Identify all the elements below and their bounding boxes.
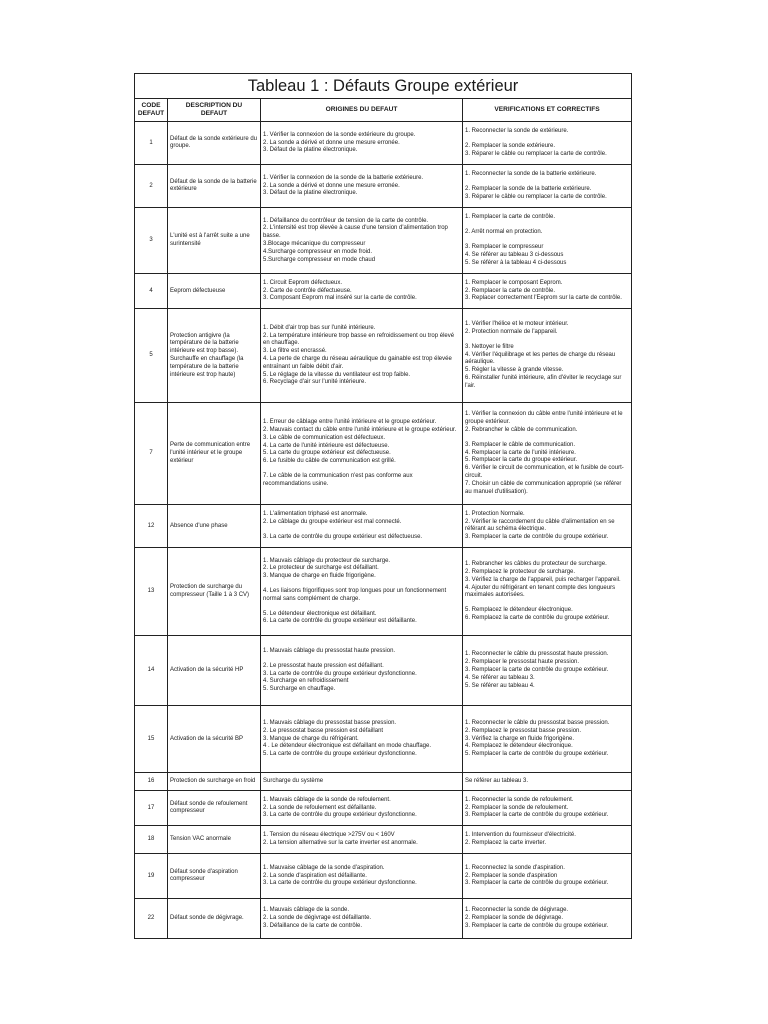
table-row bbox=[135, 505, 632, 548]
origin-line: 2. L'intensité est trop élevée à cause d'une tension d'alimentation trop basse. bbox=[263, 225, 448, 240]
origin-line: 2. La sonde d'aspiration est défaillante. bbox=[263, 872, 367, 879]
fault-origins bbox=[261, 403, 463, 505]
fault-origins bbox=[261, 899, 463, 939]
table-row bbox=[135, 165, 632, 208]
origin-line: 5. La carte du groupe extérieur est défectueuse. bbox=[263, 450, 391, 457]
verification-line: 2. Remplacer la sonde extérieure. bbox=[465, 143, 556, 150]
fault-description: Activation de la sécurité HP bbox=[168, 636, 261, 706]
fault-verifications bbox=[463, 706, 632, 773]
table-body bbox=[135, 122, 632, 939]
fault-description: Eeprom défectueuse bbox=[168, 274, 261, 309]
fault-verifications bbox=[463, 505, 632, 548]
origin-line: Surcharge du système bbox=[263, 778, 324, 785]
fault-code: 22 bbox=[135, 899, 168, 939]
verification-line: 4. Se référer au tableau 3 ci-dessous bbox=[465, 251, 564, 258]
origin-line: 4. La carte de l'unité intérieure est défectueuse. bbox=[263, 442, 390, 449]
fault-verifications bbox=[463, 899, 632, 939]
verification-line: 2. Remplacer la sonde de refoulement. bbox=[465, 804, 569, 811]
fault-verifications bbox=[463, 773, 632, 791]
fault-code: 15 bbox=[135, 706, 168, 773]
verification-line: 6. Vérifier le circuit de communication, et le fusible de court-circuit. bbox=[465, 465, 624, 480]
fault-origins bbox=[261, 706, 463, 773]
verification-line: 3. Remplacer le compresseur bbox=[465, 244, 544, 251]
verification-line: 6. Réinstaller l'unité intérieure, afin d'éviter le recyclage sur l'air. bbox=[465, 375, 622, 389]
fault-description: Protection antigivre (la température de la batterie intérieure est trop basse). Surchauffe en chauffage (la température de la batterie intérieure est trop haute) bbox=[168, 309, 261, 403]
verification-line: 5. Remplacez le détendeur électronique. bbox=[465, 607, 573, 614]
fault-description: Activation de la sécurité BP bbox=[168, 706, 261, 773]
origin-line: 1. Mauvais câblage du pressostat basse pression. bbox=[263, 719, 397, 726]
origin-line: 3. Défaut de la platine électronique. bbox=[263, 190, 358, 197]
verification-line: 3. Remplacer la carte de contrôle du groupe extérieur. bbox=[465, 667, 609, 674]
fault-description: Perte de communication entre l'unité intérieur et le groupe extérieur bbox=[168, 403, 261, 505]
verification-line: 1. Rebrancher les câbles du protecteur de surcharge. bbox=[465, 561, 607, 568]
fault-origins bbox=[261, 636, 463, 706]
verification-line: 1. Vérifier l'hélice et le moteur intérieur. bbox=[465, 321, 569, 328]
header-verifications: VERIFICATIONS ET CORRECTIFS bbox=[463, 99, 632, 122]
fault-origins bbox=[261, 548, 463, 636]
header-row bbox=[135, 99, 632, 122]
origin-line: 1. Vérifier la connexion de la sonde extérieure du groupe. bbox=[263, 131, 416, 138]
fault-verifications bbox=[463, 403, 632, 505]
verification-line: 3. Remplacer la carte de contrôle du groupe extérieur. bbox=[465, 812, 609, 819]
origin-line: 2. La sonde de dégivrage est défaillante. bbox=[263, 915, 372, 922]
origin-line: 1. Défaillance du contrôleur de tension de la carte de contrôle. bbox=[263, 217, 429, 224]
verification-line: 1. Vérifier la connexion du câble entre l'unité intérieure et le groupe extérieur. bbox=[465, 411, 623, 426]
fault-verifications bbox=[463, 636, 632, 706]
origin-line: 1. Mauvais câblage de la sonde. bbox=[263, 907, 350, 914]
origin-line: 3. La carte de contrôle du groupe extérieur dysfonctionne. bbox=[263, 812, 417, 819]
fault-description: Absence d'une phase bbox=[168, 505, 261, 548]
origin-line: 4. Les liaisons frigorifiques sont trop longues pour un fonctionnement normal sans complément de charge. bbox=[263, 588, 447, 602]
origin-line: 2. Le pressostat haute pression est défaillant. bbox=[263, 662, 384, 669]
origin-line: 3. Défaillance de la carte de contrôle. bbox=[263, 922, 363, 929]
verification-line: 2. Remplacer la sonde de dégivrage. bbox=[465, 915, 564, 922]
verification-line: 1. Remplacer le composant Eeprom. bbox=[465, 279, 563, 286]
verification-line: 1. Reconnecter la sonde de dégivrage. bbox=[465, 907, 569, 914]
verification-line: 3. Remplacer la carte de contrôle du groupe extérieur. bbox=[465, 880, 609, 887]
table-row bbox=[135, 826, 632, 854]
origin-line: 3. Le filtre est encrassé. bbox=[263, 348, 327, 355]
verification-line: 1. Reconnecter le câble du pressostat basse pression. bbox=[465, 719, 610, 726]
verification-line: 3. Remplacer le câble de communication. bbox=[465, 441, 576, 448]
origin-line: 7. Le câble de la communication n'est pas conforme aux recommandations usine. bbox=[263, 473, 413, 487]
origin-line: 2. La sonde a dérivé et donne une mesure erronée. bbox=[263, 182, 400, 189]
fault-code: 3 bbox=[135, 208, 168, 274]
fault-code: 17 bbox=[135, 791, 168, 826]
verification-line: 3. Remplacer la carte de contrôle du groupe extérieur. bbox=[465, 534, 609, 541]
verification-line: 4. Se référer au tableau 3. bbox=[465, 674, 535, 681]
table-row bbox=[135, 403, 632, 505]
table-row bbox=[135, 899, 632, 939]
table-row bbox=[135, 773, 632, 791]
origin-line: 5. Le réglage de la vitesse du ventilateur est trop faible. bbox=[263, 371, 411, 378]
verification-line: 5. Remplacer la carte du groupe extérieur. bbox=[465, 457, 578, 464]
header-code: CODE DEFAUT bbox=[135, 99, 168, 122]
fault-code: 14 bbox=[135, 636, 168, 706]
origin-line: 1. Mauvais câblage de la sonde de refoulement. bbox=[263, 796, 391, 803]
fault-description: Défaut de la sonde de la batterie extérieure bbox=[168, 165, 261, 208]
verification-line: 5. Se référer au tableau 4. bbox=[465, 682, 535, 689]
origin-line: 1. Circuit Eeprom défectueux. bbox=[263, 279, 343, 286]
origin-line: 3.Blocage mécanique du compresseur bbox=[263, 240, 366, 247]
origin-line: 3. Composant Eeprom mal inséré sur la carte de contrôle. bbox=[263, 295, 417, 302]
table-row bbox=[135, 122, 632, 165]
origin-line: 5. La carte de contrôle du groupe extérieur dysfonctionne. bbox=[263, 751, 417, 758]
fault-code: 1 bbox=[135, 122, 168, 165]
table-row bbox=[135, 309, 632, 403]
fault-description: L'unité est à l'arrêt suite a une surintensité bbox=[168, 208, 261, 274]
fault-verifications bbox=[463, 165, 632, 208]
verification-line: 2. Remplacez la carte inverter. bbox=[465, 839, 547, 846]
fault-description: Protection de surcharge en froid bbox=[168, 773, 261, 791]
verification-line: 3. Vérifiez la charge en fluide frigorigène. bbox=[465, 735, 575, 742]
verification-line: 3. Replacer correctement l'Eeprom sur la carte de contrôle. bbox=[465, 295, 622, 302]
origin-line: 1. Erreur de câblage entre l'unité intérieure et le groupe extérieur. bbox=[263, 419, 437, 426]
verification-line: 2. Remplacer la sonde d'aspiration bbox=[465, 872, 558, 879]
fault-code: 19 bbox=[135, 854, 168, 899]
origin-line: 3. Manque de charge en fluide frigorigène. bbox=[263, 573, 376, 580]
verification-line: 3. Nettoyer le filtre bbox=[465, 343, 514, 350]
origin-line: 3. La carte de contrôle du groupe extérieur dysfonctionne. bbox=[263, 880, 417, 887]
fault-origins bbox=[261, 165, 463, 208]
origin-line: 1. Vérifier la connexion de la sonde de la batterie extérieure. bbox=[263, 174, 424, 181]
verification-line: 4. Remplacer la carte de l'unité intérieure. bbox=[465, 449, 576, 456]
fault-verifications bbox=[463, 854, 632, 899]
fault-code: 12 bbox=[135, 505, 168, 548]
verification-line: 2. Arrêt normal en protection. bbox=[465, 229, 543, 236]
table-row bbox=[135, 636, 632, 706]
verification-line: 1. Reconnectez la sonde d'aspiration. bbox=[465, 864, 565, 871]
origin-line: 2. Carte de contrôle défectueuse. bbox=[263, 287, 352, 294]
fault-origins bbox=[261, 791, 463, 826]
fault-table bbox=[134, 73, 632, 939]
verification-line: 3. Remplacer la carte de contrôle du groupe extérieur. bbox=[465, 922, 609, 929]
origin-line: 3. Défaut de la platine électronique. bbox=[263, 147, 358, 154]
header-description: DESCRIPTION DU DEFAUT bbox=[168, 99, 261, 122]
fault-code: 5 bbox=[135, 309, 168, 403]
origin-line: 5. Le détendeur électronique est défaillant. bbox=[263, 610, 377, 617]
origin-line: 3. Le câble de communication est défectueux. bbox=[263, 434, 386, 441]
fault-code: 18 bbox=[135, 826, 168, 854]
fault-origins bbox=[261, 505, 463, 548]
fault-description: Tension VAC anormale bbox=[168, 826, 261, 854]
fault-origins bbox=[261, 122, 463, 165]
verification-line: 2. Remplacer la sonde de la batterie extérieure. bbox=[465, 186, 592, 193]
fault-origins bbox=[261, 309, 463, 403]
table-row bbox=[135, 274, 632, 309]
origin-line: 3. La carte de contrôle du groupe extérieur est défectueuse. bbox=[263, 533, 423, 540]
origin-line: 2. Le pressostat basse pression est défaillant bbox=[263, 727, 384, 734]
verification-line: 2. Remplacer le pressostat haute pression. bbox=[465, 659, 580, 666]
origin-line: 2. La sonde de refoulement est défaillante. bbox=[263, 804, 377, 811]
verification-line: 2. Rebrancher le câble de communication. bbox=[465, 427, 578, 434]
fault-description: Défaut sonde de refoulement compresseur bbox=[168, 791, 261, 826]
origin-line: 6. Recyclage d'air sur l'unité intérieure. bbox=[263, 379, 367, 386]
fault-verifications bbox=[463, 208, 632, 274]
table-row bbox=[135, 854, 632, 899]
fault-verifications bbox=[463, 274, 632, 309]
origin-line: 2. Le câblage du groupe extérieur est mal connecté. bbox=[263, 519, 402, 526]
fault-origins bbox=[261, 274, 463, 309]
fault-verifications bbox=[463, 309, 632, 403]
verification-line: 4. Ajouter du réfrigérant en tenant compte des longueurs maximales autorisées. bbox=[465, 584, 616, 599]
verification-line: 2. Vérifier le raccordement du câble d'alimentation en se référant au schéma électrique. bbox=[465, 518, 615, 533]
verification-line: 1. Reconnecter le câble du pressostat haute pression. bbox=[465, 651, 609, 658]
verification-line: 2. Remplacer la carte de contrôle. bbox=[465, 287, 556, 294]
origin-line: 2. La tension alternative sur la carte inverter est anormale. bbox=[263, 839, 418, 846]
origin-line: 4 . Le détendeur électronique est défaillant en mode chauffage. bbox=[263, 743, 432, 750]
fault-code: 13 bbox=[135, 548, 168, 636]
origin-line: 4. La perte de charge du réseau aéraulique du gainable est trop élevée entraînant un faible débit d'air. bbox=[263, 355, 452, 370]
fault-code: 7 bbox=[135, 403, 168, 505]
verification-line: 2. Protection normale de l'appareil. bbox=[465, 329, 558, 336]
origin-line: 1. Débit d'air trop bas sur l'unité intérieure. bbox=[263, 324, 376, 331]
fault-description: Défaut sonde de dégivrage. bbox=[168, 899, 261, 939]
verification-line: 5. Remplacer la carte de contrôle du groupe extérieur. bbox=[465, 751, 609, 758]
origin-line: 1. L'alimentation triphasé est anormale. bbox=[263, 511, 368, 518]
origin-line: 6. La carte de contrôle du groupe extérieur est défaillante. bbox=[263, 618, 417, 625]
table-row bbox=[135, 208, 632, 274]
fault-verifications bbox=[463, 791, 632, 826]
verification-line: 1. Reconnecter la sonde de refoulement. bbox=[465, 796, 574, 803]
origin-line: 1. Mauvais câblage du pressostat haute pression. bbox=[263, 647, 396, 654]
fault-origins bbox=[261, 773, 463, 791]
fault-code: 4 bbox=[135, 274, 168, 309]
verification-line: 3. Réparer le câble ou remplacer la carte de contrôle. bbox=[465, 150, 607, 157]
fault-code: 16 bbox=[135, 773, 168, 791]
origin-line: 1. Mauvaise câblage de la sonde d'aspiration. bbox=[263, 864, 385, 871]
origin-line: 3. La carte de contrôle du groupe extérieur dysfonctionne. bbox=[263, 670, 417, 677]
verification-line: 5. Se référer à la tableau 4 ci-dessous bbox=[465, 259, 567, 266]
origin-line: 2. La température intérieure trop basse en refroidissement ou trop élevé en chauffage. bbox=[263, 332, 455, 347]
fault-description: Défaut de la sonde extérieure du groupe. bbox=[168, 122, 261, 165]
origin-line: 4. Surcharge en refroidissement bbox=[263, 678, 349, 685]
verification-line: 3. Vérifiez la charge de l'appareil, puis recharger l'appareil. bbox=[465, 576, 621, 583]
verification-line: 4. Remplacez le détendeur électronique. bbox=[465, 743, 573, 750]
fault-code: 2 bbox=[135, 165, 168, 208]
verification-line: 6. Remplacez la carte de contrôle du groupe extérieur. bbox=[465, 614, 610, 621]
verification-line: 7. Choisir un câble de communication approprié (se référer au manuel d'utilisation). bbox=[465, 480, 622, 495]
verification-line: 2. Remplacez le pressostat basse pression. bbox=[465, 727, 582, 734]
origin-line: 5.Surcharge compresseur en mode chaud bbox=[263, 256, 376, 263]
origin-line: 5. Surcharge en chauffage. bbox=[263, 686, 336, 693]
fault-description: Défaut sonde d'aspiration compresseur bbox=[168, 854, 261, 899]
table-row bbox=[135, 706, 632, 773]
origin-line: 1. Tension du réseau électrique >275V ou < 160V bbox=[263, 832, 395, 839]
verification-line: 1. Intervention du fournisseur d'électricité. bbox=[465, 832, 576, 839]
fault-table-sheet bbox=[134, 73, 631, 939]
verification-line: 4. Vérifier l'équilibrage et les pertes de charge du réseau aéraulique. bbox=[465, 351, 616, 366]
table-row bbox=[135, 791, 632, 826]
verification-line: 3. Réparer le câble ou remplacer la carte de contrôle. bbox=[465, 193, 607, 200]
origin-line: 4.Surcharge compresseur en mode froid. bbox=[263, 248, 373, 255]
table-title: Tableau 1 : Défauts Groupe extérieur bbox=[135, 74, 632, 99]
fault-verifications bbox=[463, 826, 632, 854]
fault-verifications bbox=[463, 548, 632, 636]
verification-line: 1. Reconnecter la sonde de extérieure. bbox=[465, 128, 569, 135]
origin-line: 1. Mauvais câblage du protecteur de surcharge. bbox=[263, 557, 391, 564]
verification-line: 1. Protection Normale. bbox=[465, 510, 525, 517]
verification-line: 1. Reconnecter la sonde de la batterie extérieure. bbox=[465, 171, 597, 178]
verification-line: 1. Remplacer la carte de contrôle. bbox=[465, 214, 556, 221]
verification-line: 5. Régler la vitesse à grande vitesse. bbox=[465, 367, 564, 374]
fault-description: Protection de surcharge du compresseur (Taille 1 à 3 CV) bbox=[168, 548, 261, 636]
fault-origins bbox=[261, 208, 463, 274]
fault-origins bbox=[261, 826, 463, 854]
origin-line: 3. Manque de charge du réfrigérant. bbox=[263, 735, 359, 742]
table-row bbox=[135, 548, 632, 636]
verification-line: Se référer au tableau 3. bbox=[465, 778, 529, 785]
fault-verifications bbox=[463, 122, 632, 165]
origin-line: 2. Mauvais contact du câble entre l'unité intérieure et le groupe extérieur. bbox=[263, 427, 457, 434]
fault-origins bbox=[261, 854, 463, 899]
header-origins: ORIGINES DU DEFAUT bbox=[261, 99, 463, 122]
origin-line: 6. Le fusible du câble de communication est grillé. bbox=[263, 458, 396, 465]
verification-line: 2. Remplacez le protecteur de surcharge. bbox=[465, 568, 576, 575]
origin-line: 2. Le protecteur de surcharge est défaillant. bbox=[263, 565, 379, 572]
origin-line: 2. La sonde a dérivé et donne une mesure erronée. bbox=[263, 139, 400, 146]
